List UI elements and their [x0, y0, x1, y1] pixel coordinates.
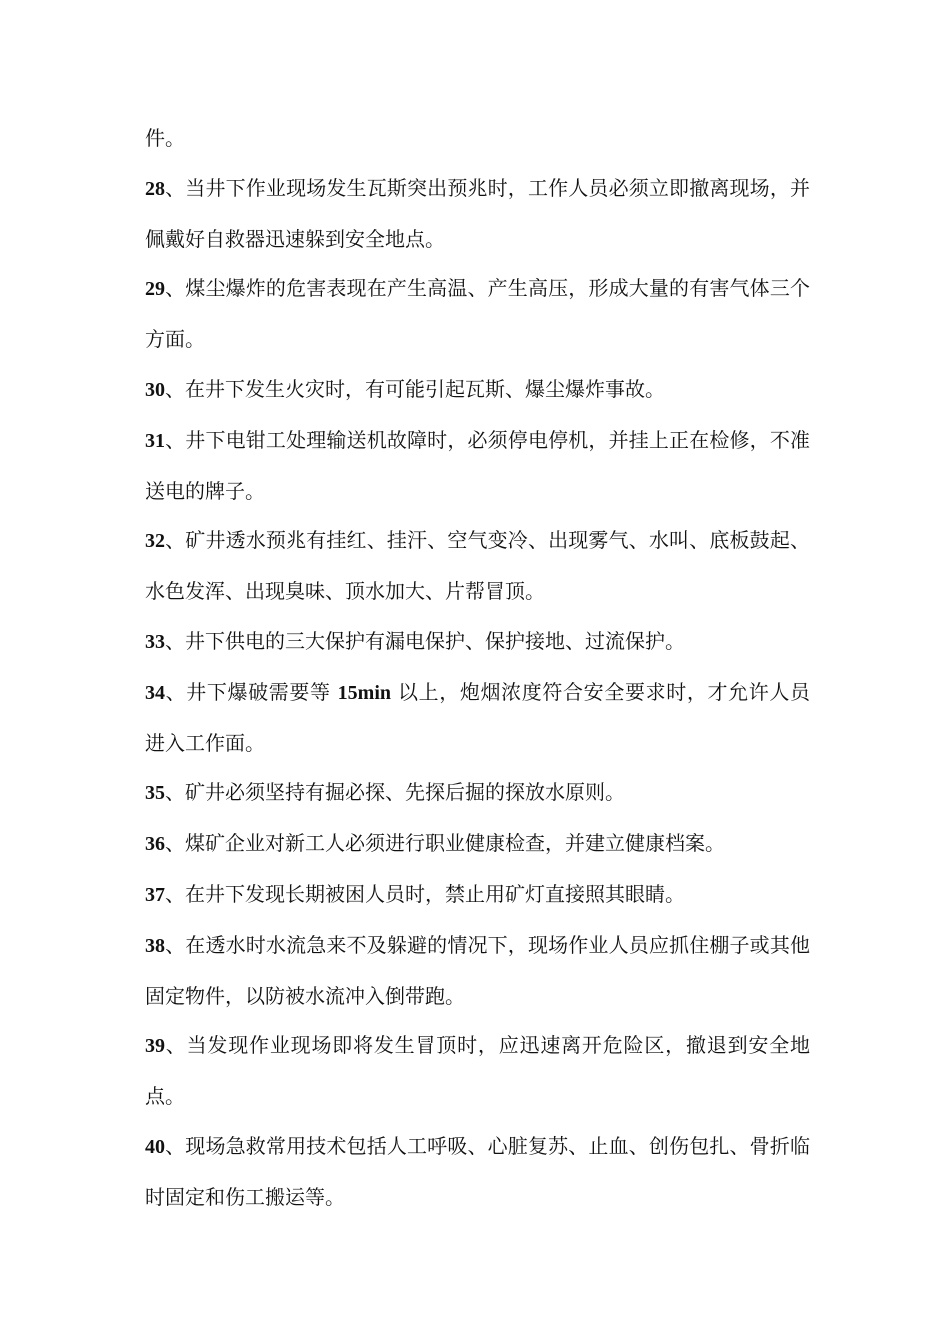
- item-text: 、当发现作业现场即将发生冒顶时，应迅速离开危险区，撤退到安全地点。: [145, 1033, 810, 1109]
- item-number: 36: [145, 833, 165, 856]
- item-33: [145, 617, 810, 668]
- item-number: 34: [145, 681, 165, 704]
- item-text: 、在透水时水流急来不及躲避的情况下，现场作业人员应抓住棚子或其他固定物件，以防被水流冲入倒带跑。: [145, 932, 810, 1008]
- item-number: 31: [145, 429, 165, 452]
- item-31: [145, 416, 810, 517]
- item-32: [145, 516, 810, 617]
- item-text: 、在井下发现长期被困人员时，禁止用矿灯直接照其眼睛。: [165, 881, 685, 906]
- item-37: [145, 870, 810, 921]
- item-38: [145, 921, 810, 1022]
- item-number: 38: [145, 934, 165, 957]
- item-number: 30: [145, 378, 165, 401]
- item-text: 、在井下发生火灾时，有可能引起瓦斯、爆尘爆炸事故。: [165, 376, 665, 401]
- item-text: 、煤尘爆炸的危害表现在产生高温、产生高压，形成大量的有害气体三个方面。: [145, 276, 810, 352]
- item-text: 、井下电钳工处理输送机故障时，必须停电停机，并挂上正在检修，不准送电的牌子。: [145, 427, 810, 503]
- item-text: 、矿井必须坚持有掘必探、先探后掘的探放水原则。: [165, 780, 625, 805]
- item-bold-value: 15min: [337, 681, 392, 704]
- item-text: 、煤矿企业对新工人必须进行职业健康检查，并建立健康档案。: [165, 831, 725, 856]
- item-39: [145, 1021, 810, 1122]
- continuation-paragraph: 件。: [145, 126, 185, 150]
- item-34: [145, 668, 810, 769]
- item-35: [145, 768, 810, 819]
- document-page: [145, 114, 810, 1223]
- item-number: 28: [145, 177, 165, 200]
- item-29: [145, 264, 810, 365]
- item-number: 39: [145, 1035, 165, 1058]
- item-40: [145, 1122, 810, 1223]
- item-number: 29: [145, 278, 165, 301]
- item-28: [145, 164, 810, 265]
- item-30: [145, 365, 810, 416]
- item-text: 、矿井透水预兆有挂红、挂汗、空气变冷、出现雾气、水叫、底板鼓起、水色发浑、出现臭味、顶水加大、片帮冒顶。: [145, 528, 810, 604]
- item-text: 、井下供电的三大保护有漏电保护、保护接地、过流保护。: [165, 628, 685, 653]
- item-number: 40: [145, 1135, 165, 1158]
- item-number: 37: [145, 883, 165, 906]
- item-number: 33: [145, 630, 165, 653]
- item-text-after: 以上，炮烟浓度符合安全要求时，才允许人员进入工作面。: [145, 679, 810, 755]
- item-text: 、当井下作业现场发生瓦斯突出预兆时，工作人员必须立即撤离现场，并佩戴好自救器迅速躲到安全地点。: [145, 175, 810, 251]
- item-number: 32: [145, 530, 165, 553]
- item-text: 、现场急救常用技术包括人工呼吸、心脏复苏、止血、创伤包扎、骨折临时固定和伤工搬运等。: [145, 1133, 810, 1209]
- item-36: [145, 819, 810, 870]
- item-text-before: 、井下爆破需要等: [165, 679, 338, 704]
- item-number: 35: [145, 782, 165, 805]
